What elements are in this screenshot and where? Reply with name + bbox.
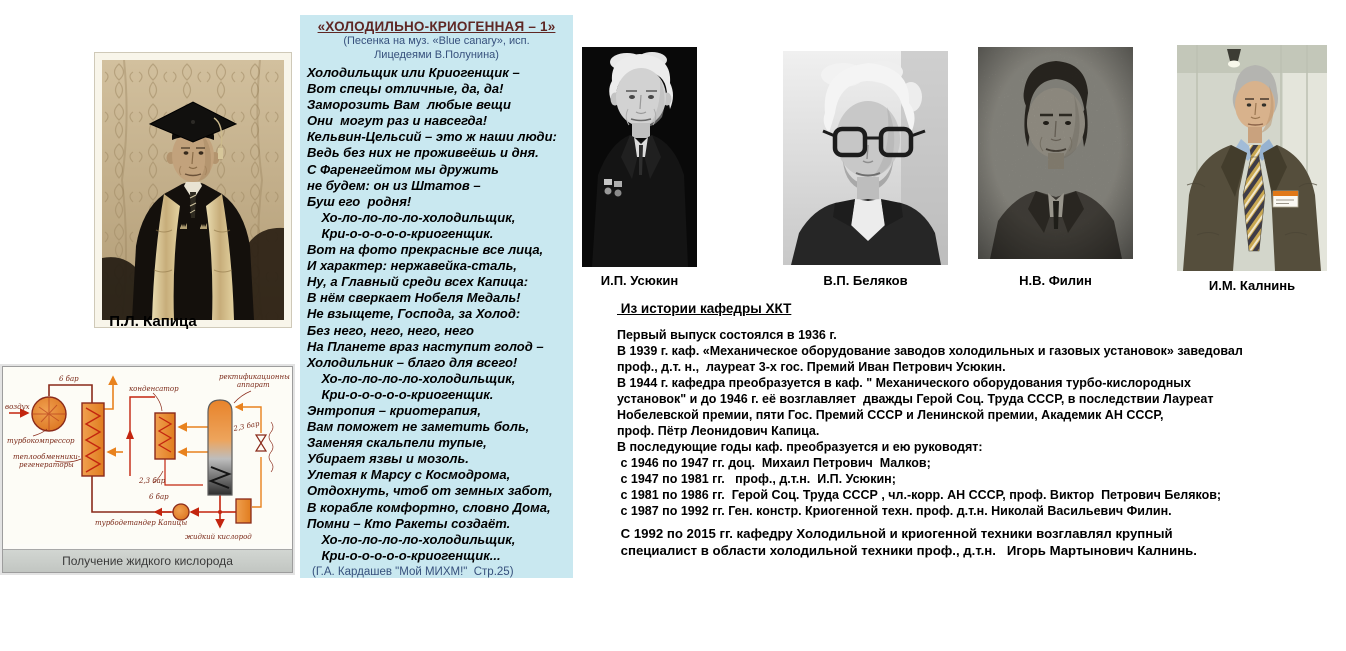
kalnins-photo-image: [1177, 45, 1327, 271]
kalnins-caption: И.М. Калнинь: [1208, 278, 1296, 293]
song-line: В нём сверкает Нобеля Медаль!: [307, 290, 521, 306]
diagram-label: воздух: [5, 403, 30, 411]
history-line: Нобелевской премии, пяти Гос. Премий СССР и Ленинской премии, Академик АН СССР,: [617, 408, 1164, 422]
song-line: Холодильщик или Криогенщик –: [307, 65, 520, 80]
song-line: Заменяя скальпели тупые,: [307, 435, 487, 451]
song-line: Хо-ло-ло-ло-ло-холодильщик,: [307, 531, 516, 547]
diagram-label: 6 бар: [149, 493, 169, 501]
song-subtitle-line2: Лицедеями В.Полунина): [374, 49, 499, 61]
song-line: Хо-ло-ло-ло-ло-холодильщик,: [307, 370, 516, 386]
diagram-label: 6 бар: [59, 375, 79, 383]
history-line: с 1946 по 1947 гг. доц. Михаил Петрович Малков;: [617, 456, 931, 470]
song-line: На Планете враз наступит голод –: [307, 338, 544, 354]
song-title: «ХОЛОДИЛЬНО-КРИОГЕННАЯ – 1»: [317, 19, 556, 34]
filin-caption: Н.В. Филин: [1019, 273, 1092, 288]
song-line: С Фаренгейтом мы дружить: [307, 161, 499, 177]
diagram-label: аппарат: [237, 381, 270, 389]
kapitsa-photo: [94, 52, 292, 328]
song-line: Вот на фото прекрасные все лица,: [307, 242, 544, 258]
song-line: Кри-о-о-о-о-о-криогенщик...: [307, 547, 501, 563]
diagram-label: регенераторы: [19, 461, 74, 469]
kapitsa-portrait-image: [102, 60, 284, 320]
song-line: Помни – Кто Ракеты создаёт.: [307, 515, 511, 531]
song-line: не будем: он из Штатов –: [307, 177, 481, 193]
song-line: Холодильник – благо для всего!: [307, 354, 518, 370]
song-line: Кри-о-о-о-о-о-криогенщик.: [307, 386, 494, 402]
song-panel: [300, 15, 573, 578]
diagram-label: жидкий кислород: [185, 533, 252, 541]
song-citation: (Г.А. Кардашев "Мой МИХМ!" Стр.25): [312, 565, 514, 578]
history-line: с 1987 по 1992 гг. Ген. констр. Криогенной техн. проф. д.т.н. Николай Васильевич Филин.: [617, 504, 1172, 518]
history-line: специалист в области холодильной техники проф., д.т.н. Игорь Мартынович Калнинь.: [617, 543, 1197, 558]
song-line: Хо-ло-ло-ло-ло-холодильщик,: [307, 209, 516, 225]
portrait-usyukin: [582, 47, 697, 292]
belyakov-photo-image: [783, 51, 948, 265]
history-line: В 1939 г. каф. «Механическое оборудование заводов холодильных и газовых установок» заведовал: [617, 344, 1243, 358]
history-heading: Из истории кафедры ХКТ: [617, 301, 792, 316]
song-line: Ведь без них не проживеёшь и дня.: [307, 145, 539, 161]
history-section: [617, 301, 1343, 559]
song-line: Отдохнуть, чтоб от земных забот,: [307, 483, 553, 499]
song-line: Не взыщете, Господа, за Холод:: [307, 306, 521, 322]
portrait-kalnins: [1177, 45, 1327, 300]
filin-photo-image: [978, 47, 1133, 259]
kapitsa-caption: П.Л. Капица: [109, 313, 197, 330]
diagram-label: турбокомпрессор: [7, 437, 75, 445]
song-line: Ну, а Главный среди всех Капица:: [307, 274, 529, 290]
song-line: Вот спецы отличные, да, да!: [307, 81, 504, 97]
diagram-label: турбодетандер Капицы: [95, 519, 188, 527]
diagram-caption: Получение жидкого кислорода: [3, 549, 292, 572]
history-paragraph: [617, 327, 1343, 519]
diagram-label: конденсатор: [129, 385, 179, 393]
song-line: Вам поможет не заметить боль,: [307, 419, 530, 435]
history-final-paragraph: [617, 525, 1343, 559]
usyukin-photo-image: [582, 47, 697, 267]
history-line: С 1992 по 2015 гг. кафедру Холодильной и криогенной техники возглавлял крупный: [617, 526, 1173, 541]
history-line: В 1944 г. кафедра преобразуется в каф. " Механического оборудования турбо-кислородных: [617, 376, 1191, 390]
song-line: В корабле комфортно, словно Дома,: [307, 499, 551, 515]
diagram-label: ректификационный: [219, 373, 290, 381]
song-line: Без него, него, него, него: [307, 322, 474, 338]
song-line: Заморозить Вам любые вещи: [307, 97, 511, 113]
portrait-filin: [978, 47, 1133, 292]
song-lyrics: [300, 65, 573, 564]
history-line: В последующие годы каф. преобразуется и ею руководят:: [617, 440, 983, 454]
song-line: Они могут раз и навсегда!: [307, 113, 488, 129]
history-line: установок" и до 1946 г. её возглавляет дважды Герой Соц. Труда СССР, в последствии Лауреат: [617, 392, 1214, 406]
belyakov-caption: В.П. Беляков: [823, 273, 908, 288]
history-line: с 1947 по 1981 гг. проф., д.т.н. И.П. Усюкин;: [617, 472, 896, 486]
diagram-label: 2,3 бар: [232, 419, 261, 433]
oxygen-diagram-drawing: [3, 367, 290, 544]
portrait-belyakov: [783, 51, 948, 292]
diagram-label: 2,3 бар: [139, 477, 166, 485]
song-line: Улетая к Марсу с Космодрома,: [307, 467, 511, 483]
song-line: Убирает язвы и мозоль.: [307, 451, 469, 467]
song-line: Энтропия – криотерапия,: [307, 402, 481, 418]
history-line: проф., д.т. н., лауреат 3-х гос. Премий Иван Петрович Усюкин.: [617, 360, 1006, 374]
song-line: Кельвин-Цельсий – это ж наши люди:: [307, 129, 557, 145]
usyukin-caption: И.П. Усюкин: [600, 273, 679, 288]
song-line: И характер: нержавейка-сталь,: [307, 258, 517, 274]
song-line: Кри-о-о-о-о-о-криогенщик.: [307, 225, 494, 241]
oxygen-diagram: [2, 366, 293, 573]
song-line: Буш его родня!: [307, 193, 412, 209]
history-line: с 1981 по 1986 гг. Герой Соц. Труда СССР , чл.-корр. АН СССР, проф. Виктор Петрович Беляков;: [617, 488, 1222, 502]
diagram-label: теплообменники-: [13, 453, 81, 461]
history-line: проф. Пётр Леонидович Капица.: [617, 424, 820, 438]
song-subtitle-line1: (Песенка на муз. «Blue canary», исп.: [343, 35, 530, 47]
history-line: Первый выпуск состоялся в 1936 г.: [617, 328, 837, 342]
